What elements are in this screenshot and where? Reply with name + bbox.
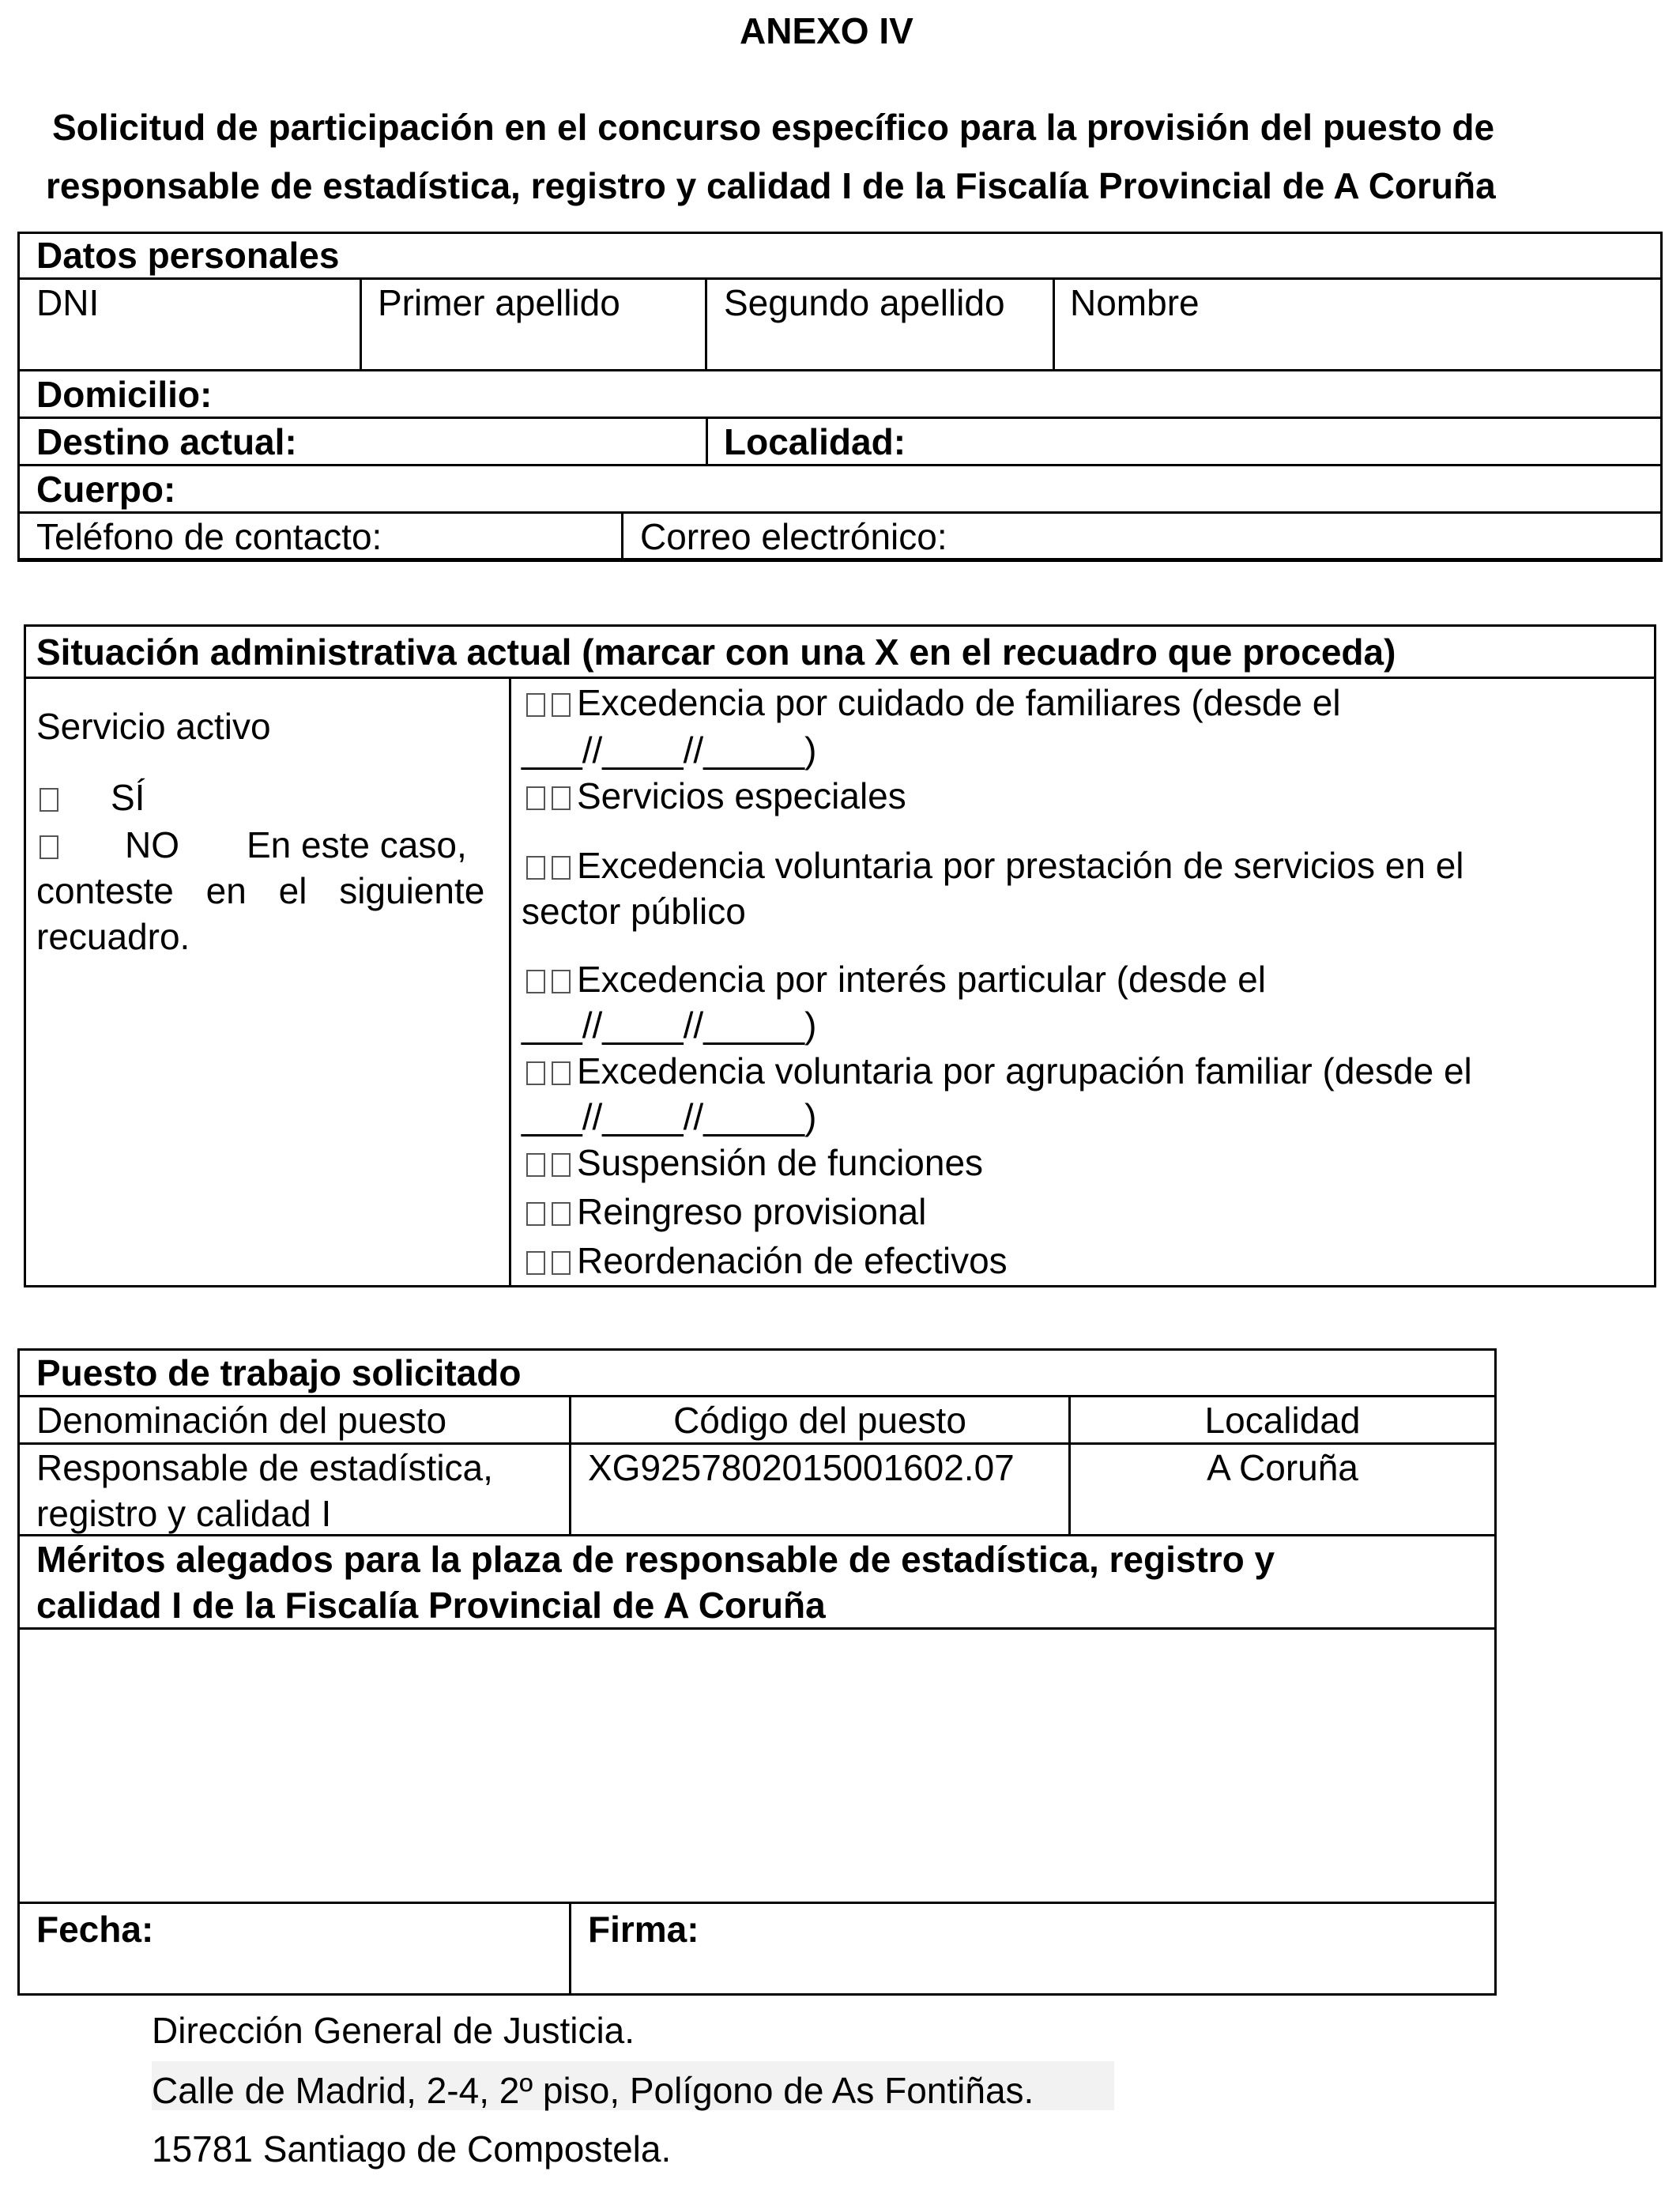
reorganization-checkbox[interactable] bbox=[526, 1251, 545, 1275]
option-reentry-label: Reingreso provisional bbox=[577, 1191, 927, 1232]
no-note-line-3: recuadro. bbox=[36, 916, 190, 957]
footer-address-line-3: 15781 Santiago de Compostela. bbox=[152, 2128, 672, 2169]
merits-heading-line-2: calidad I de la Fiscalía Provincial de A Coruña bbox=[36, 1585, 826, 1626]
name-label: Nombre bbox=[1070, 282, 1200, 323]
option-reentry[interactable] bbox=[526, 1193, 926, 1230]
option-public-sector-cont: sector público bbox=[522, 891, 746, 932]
date-blank-2: ___//____//_____) bbox=[522, 1005, 817, 1046]
yes-option[interactable] bbox=[40, 779, 145, 816]
option-special-services-label: Servicios especiales bbox=[577, 775, 906, 816]
document-title-line-2: responsable de estadística, registro y calidad I de la Fiscalía Provincial de A Coruña bbox=[46, 165, 1496, 206]
yes-label: SÍ bbox=[111, 777, 145, 818]
option-reorganization-label: Reordenación de efectivos bbox=[577, 1240, 1008, 1281]
date-blank-3: ___//____//_____) bbox=[522, 1096, 817, 1137]
option-family-grouping[interactable] bbox=[526, 1050, 1472, 1091]
dni-field-label: DNI bbox=[36, 282, 100, 323]
job-name-header: Denominación del puesto bbox=[36, 1400, 447, 1441]
checkbox-icon bbox=[552, 1153, 571, 1177]
no-checkbox[interactable] bbox=[40, 835, 58, 859]
checkbox-icon bbox=[552, 786, 571, 810]
document-title-line-1: Solicitud de participación en el concurso específico para la provisión del puesto de bbox=[52, 107, 1495, 148]
option-special-services[interactable] bbox=[526, 775, 906, 816]
option-family-care-label: Excedencia por cuidado de familiares (desde el bbox=[577, 682, 1341, 723]
address-label: Domicilio: bbox=[36, 374, 213, 415]
no-option[interactable] bbox=[40, 824, 179, 865]
option-family-grouping-label: Excedencia voluntaria por agrupación familiar (desde el bbox=[577, 1050, 1472, 1091]
option-suspension-label: Suspensión de funciones bbox=[577, 1142, 984, 1183]
email-label: Correo electrónico: bbox=[640, 516, 947, 557]
job-code-header: Código del puesto bbox=[673, 1400, 966, 1441]
option-family-care[interactable] bbox=[526, 684, 1341, 721]
footer-address-line-1: Dirección General de Justicia. bbox=[152, 2010, 635, 2051]
job-locality-header: Localidad bbox=[1204, 1400, 1361, 1441]
job-name-line-2: registro y calidad I bbox=[36, 1493, 332, 1534]
option-personal-interest[interactable] bbox=[526, 959, 1266, 1000]
personal-data-heading: Datos personales bbox=[36, 235, 340, 276]
locality-label: Localidad: bbox=[724, 421, 906, 462]
checkbox-icon bbox=[552, 970, 571, 993]
no-note-line-2 bbox=[36, 870, 496, 911]
family-grouping-checkbox[interactable] bbox=[526, 1061, 545, 1085]
checkbox-icon bbox=[552, 693, 571, 717]
option-personal-interest-label: Excedencia por interés particular (desde el bbox=[577, 959, 1266, 1000]
option-public-sector-label: Excedencia voluntaria por prestación de servicios en el bbox=[577, 845, 1464, 886]
checkbox-icon bbox=[552, 1251, 571, 1275]
signature-label: Firma: bbox=[588, 1909, 699, 1950]
date-field[interactable] bbox=[20, 1952, 569, 1993]
checkbox-icon bbox=[552, 856, 571, 880]
job-name-line-1: Responsable de estadística, bbox=[36, 1447, 493, 1488]
situation-heading: Situación administrativa actual (marcar con una X en el recuadro que proceda) bbox=[36, 631, 1396, 673]
annex-title: ANEXO IV bbox=[740, 10, 913, 51]
current-post-label: Destino actual: bbox=[36, 421, 297, 462]
job-code-value: XG9257802015001602.07 bbox=[588, 1447, 1015, 1488]
no-note-line-2-text: conteste en el siguiente bbox=[36, 870, 485, 911]
yes-checkbox[interactable] bbox=[40, 788, 58, 812]
family-care-checkbox[interactable] bbox=[526, 693, 545, 717]
merits-input-area[interactable] bbox=[20, 1630, 1494, 1902]
signature-field[interactable] bbox=[571, 1952, 1494, 1993]
phone-label: Teléfono de contacto: bbox=[36, 516, 382, 557]
no-note-line-1: En este caso, bbox=[247, 824, 467, 865]
option-public-sector[interactable] bbox=[526, 847, 1464, 884]
merits-heading-line-1: Méritos alegados para la plaza de responsable de estadística, registro y bbox=[36, 1539, 1275, 1580]
requested-job-heading: Puesto de trabajo solicitado bbox=[36, 1352, 522, 1393]
option-reorganization[interactable] bbox=[526, 1242, 1008, 1279]
active-service-label: Servicio activo bbox=[36, 706, 271, 747]
job-locality-value: A Coruña bbox=[1207, 1447, 1358, 1488]
corps-label: Cuerpo: bbox=[36, 469, 176, 510]
personal-interest-checkbox[interactable] bbox=[526, 970, 545, 993]
option-suspension[interactable] bbox=[526, 1144, 983, 1181]
no-label: NO bbox=[125, 824, 179, 865]
checkbox-icon bbox=[552, 1061, 571, 1085]
special-services-checkbox[interactable] bbox=[526, 786, 545, 810]
suspension-checkbox[interactable] bbox=[526, 1153, 545, 1177]
second-surname-label: Segundo apellido bbox=[724, 282, 1005, 323]
first-surname-label: Primer apellido bbox=[378, 282, 620, 323]
footer-address-line-2: Calle de Madrid, 2-4, 2º piso, Polígono de As Fontiñas. bbox=[152, 2070, 1034, 2111]
public-sector-checkbox[interactable] bbox=[526, 856, 545, 880]
checkbox-icon bbox=[552, 1202, 571, 1226]
date-label: Fecha: bbox=[36, 1909, 154, 1950]
date-blank-1: ___//____//_____) bbox=[522, 729, 817, 771]
reentry-checkbox[interactable] bbox=[526, 1202, 545, 1226]
